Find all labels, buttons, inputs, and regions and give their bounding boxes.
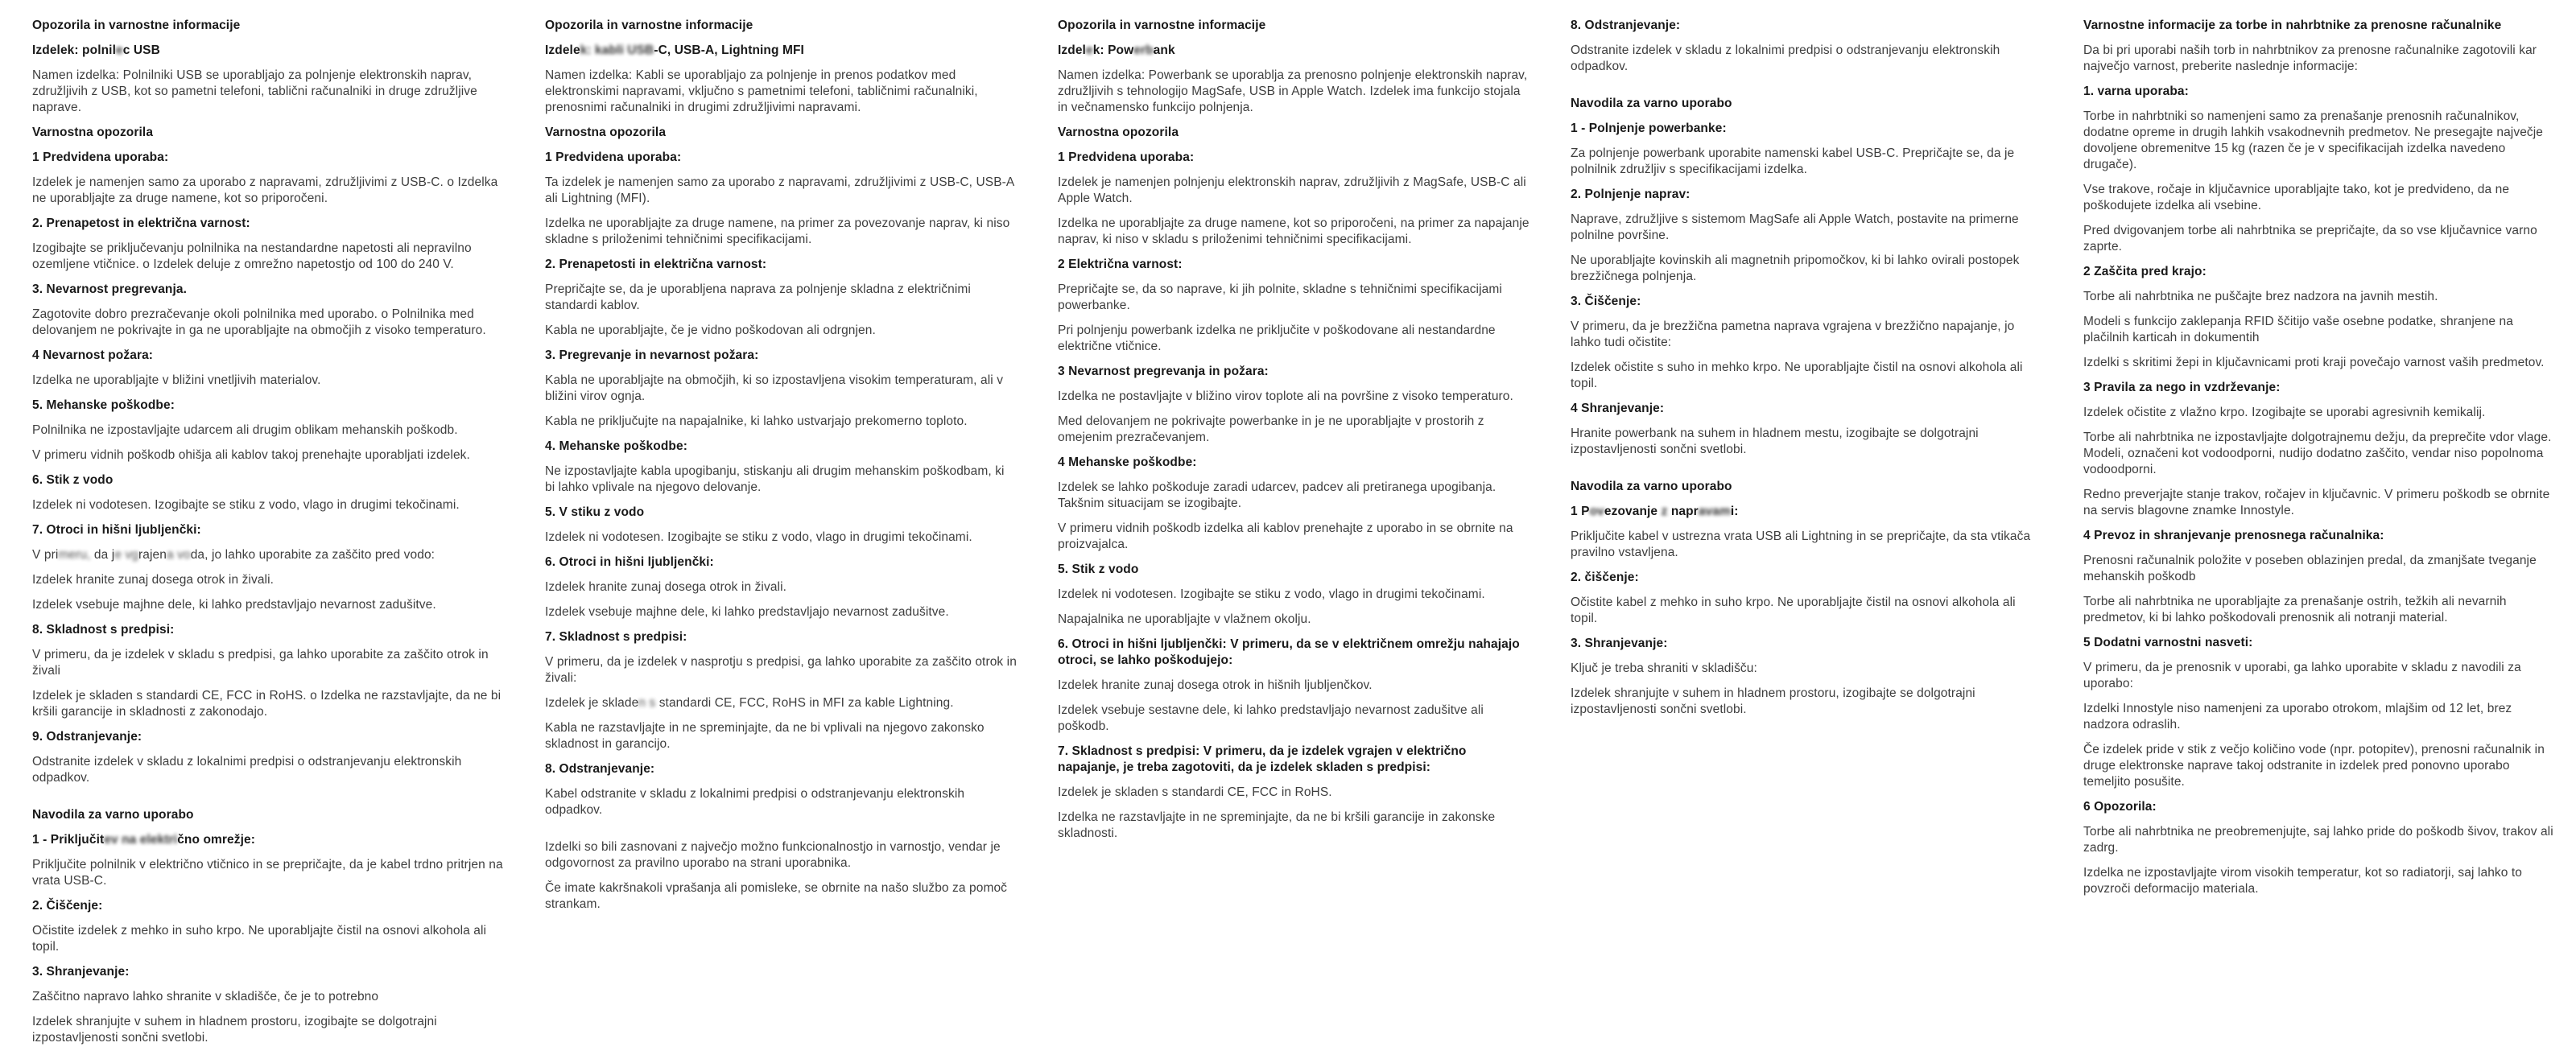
- section-heading: 6. Otroci in hišni ljubljenčki:: [545, 555, 714, 569]
- section-heading: 3. Shranjevanje:: [32, 965, 130, 979]
- section-heading: 2. Čiščenje:: [32, 899, 103, 913]
- paragraph: Odstranite izdelek v skladu z lokalnimi predpisi o odstranjevanju elektronskih odpadkov.: [1571, 43, 2000, 73]
- paragraph: Izdelek očistite z vlažno krpo. Izogibajte se uporabi agresivnih kemikalij.: [2083, 406, 2486, 419]
- section-heading: 5. V stiku z vodo: [545, 505, 645, 519]
- paragraph: Izdelek očistite s suho in mehko krpo. Ne uporabljajte čistil na osnovi alkohola ali topil.: [1571, 361, 2023, 390]
- paragraph: Izdelek ni vodotesen. Izogibajte se stiku z vodo, vlago in drugimi tekočinami.: [545, 530, 972, 544]
- paragraph: Izdelek je skladen s standardi CE, FCC in RoHS. o Izdelka ne razstavljajte, da ne bi kršili garancije in skladnosti z zakonodajo.: [32, 689, 502, 719]
- column-usb-charger: [32, 18, 504, 1055]
- paragraph: V primeru, da je vgrajena voda, jo lahko uporabite za zaščito pred vodo:: [32, 548, 436, 562]
- section-heading: 3. Pregrevanje in nevarnost požara:: [545, 348, 759, 362]
- paragraph: Prenosni računalnik položite v poseben oblazinjen predal, da zmanjšate tveganje mehanskih poškodb: [2083, 554, 2537, 583]
- paragraph: Izdelek je skladen s standardi CE, FCC in RoHS.: [1058, 785, 1332, 799]
- smudged-text: ev na elektri: [104, 833, 178, 847]
- smudged-text: erb: [1133, 43, 1154, 57]
- column-powerbank-usage: [1571, 18, 2042, 727]
- section-heading: 7. Otroci in hišni ljubljenčki:: [32, 523, 201, 537]
- section-heading: 4 Prevoz in shranjevanje prenosnega računalnika:: [2083, 529, 2384, 542]
- section-heading: 4 Shranjevanje:: [1571, 402, 1665, 415]
- paragraph: V primeru, da je izdelek v nasprotju s predpisi, ga lahko uporabite za zaščito otrok in živali:: [545, 655, 1017, 685]
- section-heading: 6 Opozorila:: [2083, 800, 2157, 814]
- column-powerbank: [1058, 18, 1530, 851]
- section-heading: 6. Stik z vodo: [32, 473, 114, 487]
- section-heading: Varnostna opozorila: [1058, 126, 1179, 139]
- column-cables: [545, 18, 1017, 921]
- section-heading: 3. Čiščenje:: [1571, 295, 1641, 308]
- paragraph: Vse trakove, ročaje in ključavnice uporabljajte tako, kot je predvideno, da ne poškodujete izdelka ali vsebine.: [2083, 183, 2510, 212]
- paragraph: Očistite kabel z mehko in suho krpo. Ne uporabljajte čistil na osnovi alkohola ali topil.: [1571, 595, 2016, 625]
- paragraph: Kabla ne uporabljajte, če je vidno poškodovan ali odrgnjen.: [545, 324, 876, 337]
- section-heading: 8. Odstranjevanje:: [545, 762, 655, 776]
- paragraph: Namen izdelka: Powerbank se uporablja za prenosno polnjenje elektronskih naprav, združljivih s tehnologijo MagSafe, USB in Apple Watch. Izdelek ima funkcijo stojala in večnamensko funkcijo polnjenja.: [1058, 68, 1528, 114]
- smudged-text: a vo: [166, 548, 191, 562]
- paragraph: V primeru vidnih poškodb ohišja ali kablov takoj prenehajte uporabljati izdelek.: [32, 448, 470, 462]
- paragraph: Med delovanjem ne pokrivajte powerbanke in je ne uporabljajte v prostorih z omejenim prezračevanjem.: [1058, 414, 1484, 444]
- paragraph: Izdelek shranjujte v suhem in hladnem prostoru, izogibajte se dolgotrajni izpostavljenosti sončni svetlobi.: [1571, 686, 1975, 716]
- section-heading: 8. Odstranjevanje:: [1571, 19, 1681, 32]
- paragraph: Izdelki so bili zasnovani z največjo možno funkcionalnostjo in varnostjo, vendar je odgovornost za pravilno uporabo na strani uporabnika.: [545, 840, 1001, 870]
- paragraph: Izdelek je namenjen samo za uporabo z napravami, združljivimi z USB-C. o Izdelka ne uporabljajte za druge namene, kot so priporočeni.: [32, 175, 498, 205]
- paragraph: Torbe ali nahrbtnika ne izpostavljajte dolgotrajnemu dežju, da preprečite vdor vlage. Modeli, označeni kot vodoodporni, nudijo dodatno zaščito, vendar niso popolnoma vodoodporni.: [2083, 431, 2552, 476]
- paragraph: Zagotovite dobro prezračevanje okoli polnilnika med uporabo. o Polnilnika med delovanjem ne pokrivajte in ga ne uporabljajte na območjih z visoko temperaturo.: [32, 307, 486, 337]
- section-heading: 4 Nevarnost požara:: [32, 348, 154, 362]
- section-heading: 6. Otroci in hišni ljubljenčki: V primeru, da se v električnem omrežju nahajajo otroci, se lahko poškodujejo:: [1058, 637, 1520, 667]
- section-heading: 1. varna uporaba:: [2083, 84, 2189, 98]
- section-heading: 1 - Polnjenje powerbanke:: [1571, 122, 1727, 135]
- section-heading: Izdelek: Powerbank: [1058, 43, 1175, 57]
- paragraph: Kabla ne razstavljajte in ne spreminjajte, da ne bi vplivali na njegovo zakonsko skladnost in garancijo.: [545, 721, 985, 751]
- smudged-text: k: kabli USB: [580, 43, 654, 57]
- paragraph: Da bi pri uporabi naših torb in nahrbtnikov za prenosne računalnike zagotovili kar največjo varnost, preberite naslednje informacije:: [2083, 43, 2537, 73]
- section-heading: 2. Prenapetost in električna varnost:: [32, 216, 250, 230]
- section-heading: 3. Nevarnost pregrevanja.: [32, 282, 188, 296]
- section-heading: 1 Predvidena uporaba:: [545, 150, 682, 164]
- section-heading: 1 Predvidena uporaba:: [1058, 150, 1195, 164]
- paragraph: Priključite polnilnik v električno vtičnico in se prepričajte, da je kabel trdno pritrjen na vrata USB-C.: [32, 858, 503, 888]
- paragraph: Kabel odstranite v skladu z lokalnimi predpisi o odstranjevanju elektronskih odpadkov.: [545, 787, 965, 817]
- section-heading: 1 Predvidena uporaba:: [32, 150, 169, 164]
- section-heading: Varnostna opozorila: [32, 126, 154, 139]
- section-heading: 5. Stik z vodo: [1058, 563, 1139, 576]
- section-heading: 5 Dodatni varnostni nasveti:: [2083, 636, 2253, 649]
- section-heading: 3 Nevarnost pregrevanja in požara:: [1058, 365, 1269, 378]
- smudged-text: n s: [638, 696, 656, 710]
- paragraph: Ključ je treba shraniti v skladišču:: [1571, 661, 1757, 675]
- paragraph: Izogibajte se priključevanju polnilnika na nestandardne napetosti ali nepravilno ozemljene vtičnice. o Izdelek deluje z omrežno napetostjo od 100 do 240 V.: [32, 241, 472, 271]
- section-heading: Opozorila in varnostne informacije: [1058, 19, 1266, 32]
- section-heading: 2. Prenapetosti in električna varnost:: [545, 258, 767, 271]
- smudged-text: e vg: [114, 548, 139, 562]
- section-heading: Izdelek: kabli USB-C, USB-A, Lightning MFI: [545, 43, 804, 57]
- paragraph: Za polnjenje powerbank uporabite namenski kabel USB-C. Prepričajte se, da je polnilnik združljiv s specifikacijami izdelka.: [1571, 146, 2015, 176]
- paragraph: Odstranite izdelek v skladu z lokalnimi predpisi o odstranjevanju elektronskih odpadkov.: [32, 755, 462, 785]
- section-heading: 8. Skladnost s predpisi:: [32, 623, 175, 637]
- paragraph: Izdelka ne uporabljajte za druge namene, na primer za povezovanje naprav, ki niso skladne s priloženimi tehničnimi specifikacijami.: [545, 216, 1010, 246]
- paragraph: Pri polnjenju powerbank izdelka ne priključite v poškodovane ali nestandardne električne vtičnice.: [1058, 324, 1496, 353]
- paragraph: Izdelek vsebuje majhne dele, ki lahko predstavljajo nevarnost zadušitve.: [32, 598, 436, 612]
- section-heading: 1 - Priključitev na električno omrežje:: [32, 833, 255, 847]
- paragraph: Izdelki s skritimi žepi in ključavnicami proti kraji povečajo varnost vaših predmetov.: [2083, 356, 2545, 369]
- paragraph: Izdelka ne razstavljajte in ne spreminjajte, da ne bi kršili garancije in zakonske skladnosti.: [1058, 810, 1496, 840]
- section-heading: 7. Skladnost s predpisi:: [545, 630, 687, 644]
- smudged-text: meru,: [58, 548, 94, 562]
- section-heading: Izdelek: polnilec USB: [32, 43, 160, 57]
- paragraph: Očistite izdelek z mehko in suho krpo. Ne uporabljajte čistil na osnovi alkohola ali topil.: [32, 924, 487, 954]
- smudged-text: avam: [1698, 505, 1731, 518]
- paragraph: Izdelek vsebuje majhne dele, ki lahko predstavljajo nevarnost zadušitve.: [545, 605, 949, 619]
- paragraph: V primeru, da je izdelek v skladu s predpisi, ga lahko uporabite za zaščito otrok in živali: [32, 648, 489, 678]
- section-heading: 2. čiščenje:: [1571, 571, 1639, 584]
- paragraph: Kabla ne priključujte na napajalnike, ki lahko ustvarjajo prekomerno toploto.: [545, 414, 968, 428]
- paragraph: Prepričajte se, da je uporabljena naprava za polnjenje skladna z električnimi standardi kablov.: [545, 282, 971, 312]
- paragraph: Ne izpostavljajte kabla upogibanju, stiskanju ali drugim mehanskim poškodbam, ki bi lahko vplivale na njegovo delovanje.: [545, 464, 1005, 494]
- paragraph: Ne uporabljajte kovinskih ali magnetnih pripomočkov, ki bi lahko ovirali postopek brezžičnega polnjenja.: [1571, 253, 2020, 283]
- section-heading: 3. Shranjevanje:: [1571, 637, 1668, 650]
- paragraph: Pred dvigovanjem torbe ali nahrbtnika se prepričajte, da so vse ključavnice varno zaprte.: [2083, 224, 2537, 253]
- paragraph: Torbe in nahrbtniki so namenjeni samo za prenašanje prenosnih računalnikov, dodatne opreme in drugih lahkih vsakodnevnih predmetov. Ne presegajte največje dovoljene obremenitve 15 kg (razen če je v specifikacijah izdelka navedeno drugače).: [2083, 109, 2544, 171]
- paragraph: Kabla ne uporabljajte na območjih, ki so izpostavljena visokim temperaturam, ali v bližini virov ognja.: [545, 373, 1004, 403]
- section-heading: 2 Električna varnost:: [1058, 258, 1183, 271]
- section-heading: Opozorila in varnostne informacije: [32, 19, 241, 32]
- paragraph: Ta izdelek je namenjen samo za uporabo z napravami, združljivimi z USB-C, USB-A ali Lightning (MFI).: [545, 175, 1014, 205]
- column-laptop-bags: [2083, 18, 2555, 906]
- paragraph: Namen izdelka: Polnilniki USB se uporabljajo za polnjenje elektronskih naprav, združljivih z USB, kot so pametni telefoni, tablični računalniki in druge združljive naprave.: [32, 68, 477, 114]
- smudged-text: e: [1085, 43, 1093, 57]
- paragraph: Prepričajte se, da so naprave, ki jih polnite, skladne s tehničnimi specifikacijami powerbanke.: [1058, 282, 1502, 312]
- paragraph: Izdelek ni vodotesen. Izogibajte se stiku z vodo, vlago in drugimi tekočinami.: [32, 498, 460, 512]
- section-heading: 5. Mehanske poškodbe:: [32, 398, 175, 412]
- section-heading: 2. Polnjenje naprav:: [1571, 188, 1690, 201]
- paragraph: Zaščitno napravo lahko shranite v skladišče, če je to potrebno: [32, 990, 379, 1003]
- smudged-text: ov: [1589, 505, 1604, 518]
- paragraph: Torbe ali nahrbtnika ne preobremenjujte, saj lahko pride do poškodb šivov, trakov ali zadrg.: [2083, 825, 2553, 855]
- paragraph: Izdelka ne postavljajte v bližino virov toplote ali na površine z visoko temperaturo.: [1058, 389, 1513, 403]
- section-heading: 7. Skladnost s predpisi: V primeru, da je izdelek vgrajen v električno napajanje, je treba zagotoviti, da je izdelek skladen s predpisi:: [1058, 744, 1467, 774]
- paragraph: Izdelka ne uporabljajte v bližini vnetljivih materialov.: [32, 373, 321, 387]
- paragraph: Če izdelek pride v stik z večjo količino vode (npr. potopitev), prenosni računalnik in druge elektronske naprave takoj odstranite in izdelek pred ponovno uporabo temeljito posušite.: [2083, 743, 2545, 789]
- paragraph: Izdelek vsebuje sestavne dele, ki lahko predstavljajo nevarnost zadušitve ali poškodb.: [1058, 703, 1484, 733]
- section-heading: 3 Pravila za nego in vzdrževanje:: [2083, 381, 2281, 394]
- paragraph: Izdelka ne uporabljajte za druge namene, kot so priporočeni, na primer za napajanje naprav, ki niso v skladu s priloženimi tehničnimi specifikacijami.: [1058, 216, 1530, 246]
- section-heading: 2 Zaščita pred krajo:: [2083, 265, 2207, 278]
- paragraph: Izdelek shranjujte v suhem in hladnem prostoru, izogibajte se dolgotrajni izpostavljenosti sončni svetlobi.: [32, 1015, 437, 1045]
- paragraph: Izdelka ne izpostavljajte virom visokih temperatur, kot so radiatorji, saj lahko to povzroči deformacijo materiala.: [2083, 866, 2523, 896]
- section-heading: Varnostne informacije za torbe in nahrbtnike za prenosne računalnike: [2083, 19, 2502, 32]
- paragraph: Priključite kabel v ustrezna vrata USB ali Lightning in se prepričajte, da sta vtikača pravilno vstavljena.: [1571, 530, 2031, 559]
- paragraph: Izdelek hranite zunaj dosega otrok in hišnih ljubljenčkov.: [1058, 678, 1373, 692]
- section-heading: Navodila za varno uporabo: [1571, 97, 1732, 110]
- section-heading: Navodila za varno uporabo: [32, 808, 194, 822]
- paragraph: Namen izdelka: Kabli se uporabljajo za polnjenje in prenos podatkov med elektronskimi napravami, vključno s pametnimi telefoni, tabličnimi računalniki, prenosnimi računalniki in drugimi združljivimi napravami.: [545, 68, 978, 114]
- paragraph: V primeru, da je brezžična pametna naprava vgrajena v brezžično napajanje, jo lahko tudi očistite:: [1571, 319, 2015, 349]
- paragraph: Naprave, združljive s sistemom MagSafe ali Apple Watch, postavite na primerne polnilne površine.: [1571, 212, 2019, 242]
- paragraph: Če imate kakršnakoli vprašanja ali pomisleke, se obrnite na našo službo za pomoč strankam.: [545, 881, 1008, 911]
- paragraph: Izdelek se lahko poškoduje zaradi udarcev, padcev ali pretiranega upogibanja. Takšnim situacijam se izogibajte.: [1058, 480, 1496, 510]
- paragraph: Torbe ali nahrbtnika ne puščajte brez nadzora na javnih mestih.: [2083, 290, 2438, 303]
- paragraph: Napajalnika ne uporabljajte v vlažnem okolju.: [1058, 612, 1311, 626]
- section-heading: Varnostna opozorila: [545, 126, 667, 139]
- paragraph: Izdelek je namenjen polnjenju elektronskih naprav, združljivih z MagSafe, USB-C ali Apple Watch.: [1058, 175, 1526, 205]
- section-heading: 9. Odstranjevanje:: [32, 730, 142, 744]
- section-heading: 4. Mehanske poškodbe:: [545, 439, 687, 453]
- paragraph: Izdelek hranite zunaj dosega otrok in živali.: [32, 573, 275, 587]
- paragraph: Torbe ali nahrbtnika ne uporabljajte za prenašanje ostrih, težkih ali nevarnih predmetov, ki bi lahko poškodovali prenosnik ali notranji material.: [2083, 595, 2507, 624]
- paragraph: Modeli s funkcijo zaklepanja RFID ščitijo vaše osebne podatke, shranjene na plačilnih karticah in dokumentih: [2083, 315, 2513, 344]
- section-heading: 4 Mehanske poškodbe:: [1058, 455, 1197, 469]
- paragraph: Izdelek ni vodotesen. Izogibajte se stiku z vodo, vlago in drugimi tekočinami.: [1058, 587, 1485, 601]
- paragraph: Polnilnika ne izpostavljajte udarcem ali drugim oblikam mehanskih poškodb.: [32, 423, 458, 437]
- section-heading: Navodila za varno uporabo: [1571, 480, 1732, 493]
- paragraph: Hranite powerbank na suhem in hladnem mestu, izogibajte se dolgotrajni izpostavljenosti sončni svetlobi.: [1571, 427, 1979, 456]
- paragraph: Redno preverjajte stanje trakov, ročajev in ključavnic. V primeru poškodb se obrnite na servis blagovne znamke Innostyle.: [2083, 488, 2550, 517]
- smudged-text: z: [1661, 505, 1668, 518]
- paragraph: Izdelek hranite zunaj dosega otrok in živali.: [545, 580, 787, 594]
- paragraph: V primeru, da je prenosnik v uporabi, ga lahko uporabite v skladu z navodili za uporabo:: [2083, 661, 2521, 690]
- smudged-text: e: [115, 43, 123, 57]
- section-heading: Opozorila in varnostne informacije: [545, 19, 753, 32]
- paragraph: V primeru vidnih poškodb izdelka ali kablov prenehajte z uporabo in se obrnite na proizvajalca.: [1058, 521, 1513, 551]
- section-heading: 1 Povezovanje z napravami:: [1571, 505, 1739, 518]
- paragraph: Izdelki Innostyle niso namenjeni za uporabo otrokom, mlajšim od 12 let, brez nadzora odraslih.: [2083, 702, 2512, 731]
- paragraph: Izdelek je skladen s standardi CE, FCC, RoHS in MFI za kable Lightning.: [545, 696, 954, 710]
